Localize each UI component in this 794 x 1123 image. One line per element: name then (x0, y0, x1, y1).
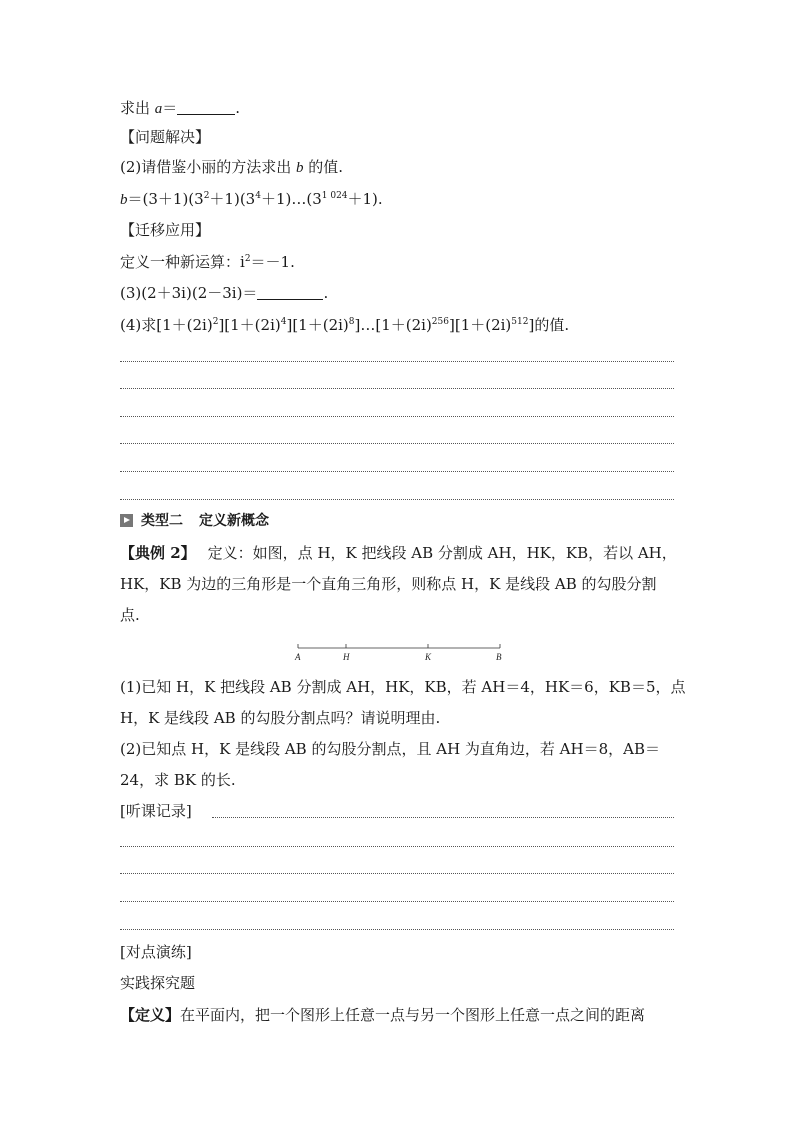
example-tag: 【典例 2】 (120, 544, 196, 562)
answer-line-a: 求出 a＝ . (120, 99, 241, 117)
example-2-line-3: 点. (120, 606, 140, 624)
question-4: (4)求$[1+(2i)^2][1+(2i)^4][1+(2i)^8]\dots[1+(2i)^{256}][1+(2i)^{512}]$的值. (120, 316, 570, 334)
example-q1-line-1: (1)已知 H，K 把线段 AB 分割成 AH，HK，KB，若 AH＝4，HK＝6，KB＝5，点 (120, 678, 686, 696)
heading-transfer: 【迁移应用】 (120, 221, 211, 239)
example-2-line-2: HK，KB 为边的三角形是一个直角三角形，则称点 H，K 是线段 AB 的勾股分割 (120, 575, 657, 593)
answer-line[interactable] (120, 443, 674, 444)
notes-label: [听课记录] (120, 802, 192, 820)
answer-blank[interactable] (177, 114, 235, 115)
answer-line[interactable] (120, 361, 674, 362)
point-label-k: K (425, 652, 432, 662)
answer-line[interactable] (120, 846, 674, 847)
answer-line[interactable] (120, 471, 674, 472)
answer-line[interactable] (120, 388, 674, 389)
question-3: (3)(2＋3i)(2－3i)＝ . (120, 284, 329, 302)
definition-line: 【定义】在平面内，把一个图形上任意一点与另一个图形上任意一点之间的距离 (120, 1006, 646, 1024)
point-label-b: B (496, 652, 502, 662)
practice-label: [对点演练] (120, 943, 192, 961)
definition-tag: 【定义】 (120, 1006, 181, 1024)
example-2-line-1: 【典例 2】 定义：如图，点 H，K 把线段 AB 分割成 AH，HK，KB，若以 AH， (120, 544, 677, 562)
definition-new-operation: 定义一种新运算：$i^2=-1$. (120, 253, 295, 271)
play-triangle-icon (120, 514, 133, 527)
answer-line[interactable] (120, 416, 674, 417)
section-heading: 类型二 定义新概念 (120, 511, 269, 531)
segment-figure (288, 638, 508, 668)
answer-blank[interactable] (257, 299, 323, 300)
point-label-a: A (295, 652, 301, 662)
answer-line[interactable] (120, 901, 674, 902)
answer-line[interactable] (120, 929, 674, 930)
example-q2-line-1: (2)已知点 H，K 是线段 AB 的勾股分割点，且 AH 为直角边，若 AH＝8，AB＝ (120, 740, 660, 758)
practice-title: 实践探究题 (120, 974, 196, 992)
point-label-h: H (343, 652, 350, 662)
answer-line[interactable] (120, 873, 674, 874)
answer-line[interactable] (212, 817, 674, 818)
example-q2-line-2: 24，求 BK 的长. (120, 771, 236, 789)
expression-b: $b=(3+1)(3^2+1)(3^4+1)\dots(3^{1 024}+1)$. (120, 190, 383, 208)
question-2: (2)请借鉴小丽的方法求出 b 的值. (120, 158, 344, 176)
answer-line[interactable] (120, 499, 674, 500)
heading-problem-solve: 【问题解决】 (120, 128, 211, 146)
example-q1-line-2: H，K 是线段 AB 的勾股分割点吗？请说明理由. (120, 709, 441, 727)
